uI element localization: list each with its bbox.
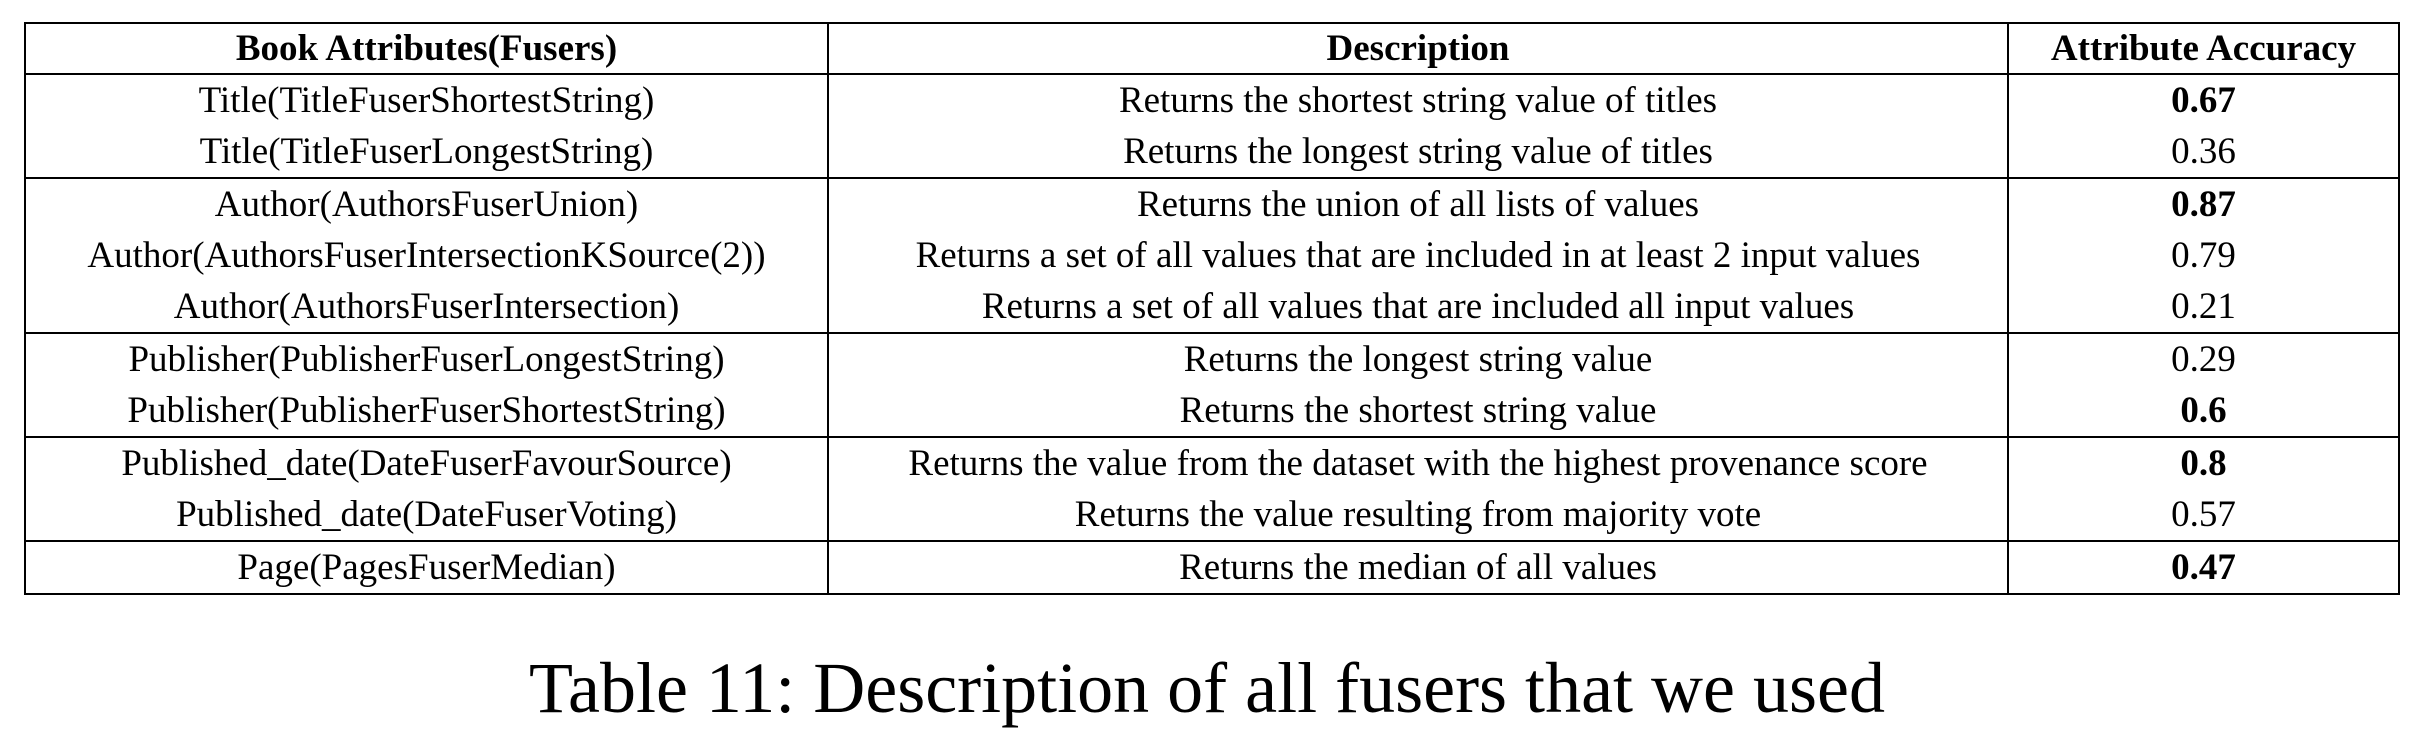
attribute-cell: Author(AuthorsFuserUnion) (25, 178, 828, 230)
accuracy-cell: 0.57 (2008, 489, 2399, 541)
header-book-attributes: Book Attributes(Fusers) (25, 23, 828, 74)
accuracy-cell: 0.21 (2008, 281, 2399, 333)
attribute-cell: Published_date(DateFuserVoting) (25, 489, 828, 541)
description-cell: Returns the longest string value (828, 333, 2008, 385)
attribute-cell: Publisher(PublisherFuserShortestString) (25, 385, 828, 437)
attribute-cell: Author(AuthorsFuserIntersectionKSource(2)) (25, 230, 828, 281)
table-row (25, 281, 2399, 333)
table-row (25, 74, 2399, 126)
description-cell: Returns the union of all lists of values (828, 178, 2008, 230)
attribute-cell: Page(PagesFuserMedian) (25, 541, 828, 594)
accuracy-cell: 0.79 (2008, 230, 2399, 281)
accuracy-cell: 0.36 (2008, 126, 2399, 178)
attribute-cell: Title(TitleFuserLongestString) (25, 126, 828, 178)
attribute-cell: Title(TitleFuserShortestString) (25, 74, 828, 126)
table-row (25, 385, 2399, 437)
attribute-cell: Author(AuthorsFuserIntersection) (25, 281, 828, 333)
description-cell: Returns the shortest string value (828, 385, 2008, 437)
attribute-cell: Published_date(DateFuserFavourSource) (25, 437, 828, 489)
header-description: Description (828, 23, 2008, 74)
description-cell: Returns the value from the dataset with the highest provenance score (828, 437, 2008, 489)
table-row (25, 541, 2399, 594)
description-cell: Returns the value resulting from majority vote (828, 489, 2008, 541)
description-cell: Returns the longest string value of titles (828, 126, 2008, 178)
header-row (25, 23, 2399, 74)
attribute-cell: Publisher(PublisherFuserLongestString) (25, 333, 828, 385)
header-attribute-accuracy: Attribute Accuracy (2008, 23, 2399, 74)
accuracy-cell: 0.8 (2008, 437, 2399, 489)
accuracy-cell: 0.29 (2008, 333, 2399, 385)
table-row (25, 178, 2399, 230)
table-caption: Table 11: Description of all fusers that we used (529, 648, 1885, 728)
fusers-table (24, 22, 2400, 595)
description-cell: Returns the shortest string value of titles (828, 74, 2008, 126)
accuracy-cell: 0.87 (2008, 178, 2399, 230)
table-row (25, 489, 2399, 541)
table-row (25, 126, 2399, 178)
table-row (25, 230, 2399, 281)
description-cell: Returns a set of all values that are included all input values (828, 281, 2008, 333)
description-cell: Returns a set of all values that are included in at least 2 input values (828, 230, 2008, 281)
accuracy-cell: 0.47 (2008, 541, 2399, 594)
accuracy-cell: 0.67 (2008, 74, 2399, 126)
accuracy-cell: 0.6 (2008, 385, 2399, 437)
table-row (25, 437, 2399, 489)
table-row (25, 333, 2399, 385)
description-cell: Returns the median of all values (828, 541, 2008, 594)
